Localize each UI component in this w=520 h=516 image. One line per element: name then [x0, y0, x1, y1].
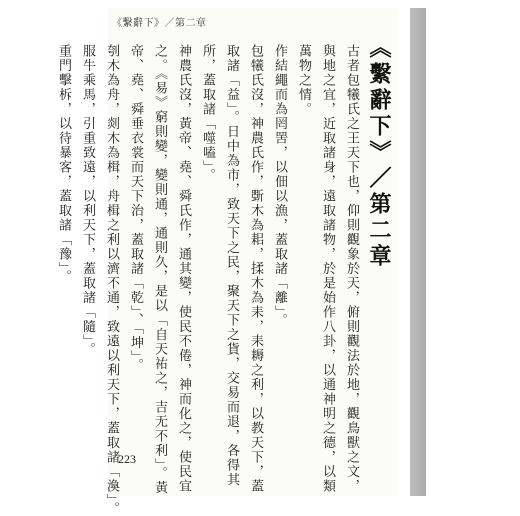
text-line: 萬物之情。 [296, 44, 311, 117]
text-line: 服牛乘馬，引重致遠，以利天下，蓋取諸「隨」。 [80, 44, 95, 357]
text-line: 神農氏沒，黃帝、堯、舜氏作，通其變，使民不倦，神而化之，使民宜 [176, 44, 191, 494]
page-edge-tab [410, 8, 426, 496]
text-line: 重門擊柝，以待暴客，蓋取諸「豫」。 [56, 44, 71, 284]
text-line: 之。《易》窮則變，變則通，通則久，是以「自天祐之，吉无不利」。黃 [152, 44, 167, 495]
chapter-title: 《繫辭下》／第二章 [366, 36, 392, 270]
text-line: 所，蓋取諸「噬嗑」。 [200, 44, 215, 183]
text-line: 刳木為舟，剡木為楫，舟楫之利以濟不通，致遠以利天下，蓋取諸「渙」。 [104, 44, 119, 516]
text-line: 古者包犧氏之王天下也，仰則觀象於天，俯則觀法於地，觀鳥獸之文， [344, 44, 359, 494]
text-line: 包犧氏沒，神農氏作，斲木為耜，揉木為耒，耒耨之利，以教天下，蓋 [248, 44, 263, 494]
text-line: 取諸「益」。日中為市，致天下之民，聚天下之貨，交易而退，各得其 [224, 44, 239, 487]
text-line: 帝、堯、舜垂衣裳而天下治，蓋取諸「乾」、「坤」。 [128, 44, 143, 373]
text-line: 與地之宜，近取諸身，遠取諸物，於是始作八卦，以通神明之德，以類 [320, 44, 335, 494]
text-line: 作結繩而為罔罟，以佃以漁，蓋取諸「離」。 [272, 44, 287, 328]
running-head: 《繫辭下》／第二章 [112, 18, 207, 29]
page-number: 223 [118, 452, 136, 466]
